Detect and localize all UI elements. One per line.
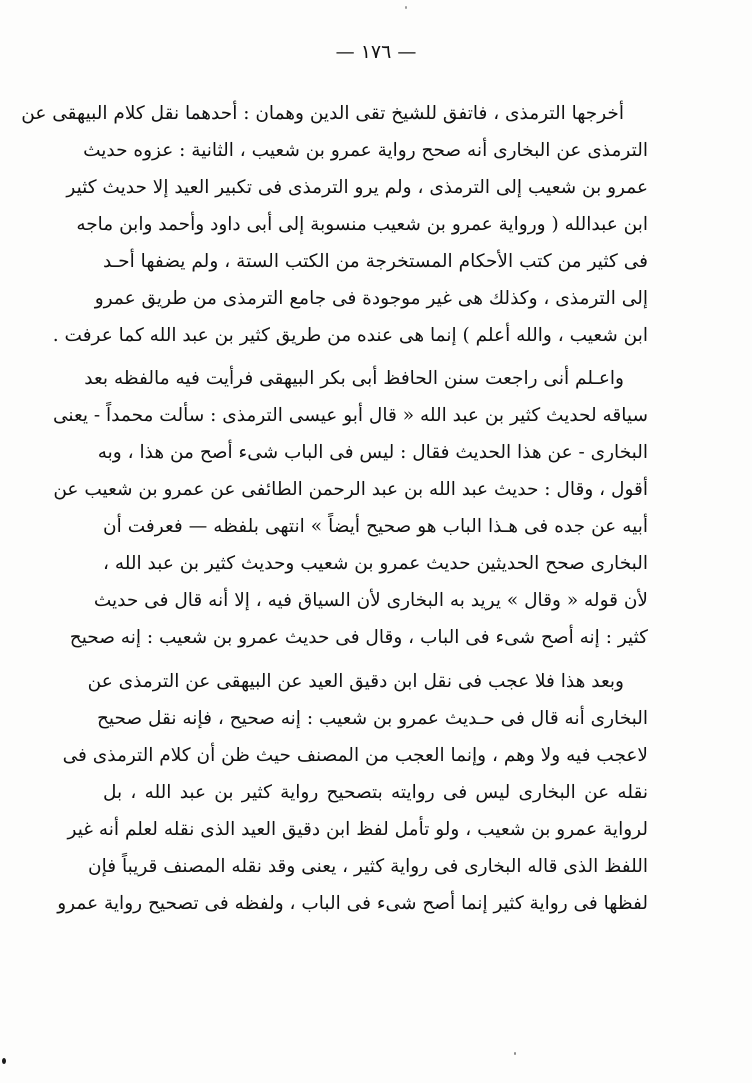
text-line: نقله عن البخارى ليس فى روايته بتصحيح رواية كثير بن عبد الله ، بل bbox=[103, 782, 648, 803]
text-line: واعـلم أنى راجعت سنن الحافظ أبى بكر البيهقى فرأيت فيه مالفظه بعد bbox=[84, 368, 624, 389]
text-line: سياقه لحديث كثير بن عبد الله « قال أبو عيسى الترمذى : سألت محمداً - يعنى bbox=[52, 405, 648, 426]
text-line: اللفظ الذى قاله البخارى فى رواية كثير ، يعنى وقد نقله المصنف قريباً فإن bbox=[88, 856, 648, 877]
text-line: كثير : إنه أصح شىء فى الباب ، وقال فى حديث عمرو بن شعيب : إنه صحيح bbox=[69, 627, 648, 648]
page-number: — ١٧٦ — bbox=[335, 41, 417, 63]
text-line: وبعد هذا فلا عجب فى نقل ابن دقيق العيد عن البيهقى عن الترمذى عن bbox=[87, 671, 624, 692]
scan-speck bbox=[514, 1052, 516, 1055]
text-line: الترمذى عن البخارى أنه صحح رواية عمرو بن شعيب ، الثانية : عزوه حديث bbox=[83, 140, 648, 161]
text-line: أبيه عن جده فى هـذا الباب هو صحيح أيضاً » انتهى بلفظه — فعرفت أن bbox=[103, 516, 648, 537]
text-line: ابن عبدالله ( ورواية عمرو بن شعيب منسوبة إلى أبى داود وأحمد وابن ماجه bbox=[76, 214, 648, 235]
text-line: أخرجها الترمذى ، فاتفق للشيخ تقى الدين وهمان : أحدهما نقل كلام البيهقى عن bbox=[21, 103, 624, 124]
text-line: ابن شعيب ، والله أعلم ) إنما هى عنده من طريق كثير بن عبد الله كما عرفت . bbox=[52, 325, 648, 346]
text-line: لرواية عمرو بن شعيب ، ولو تأمل لفظ ابن دقيق العيد الذى نقله لعلم أنه غير bbox=[67, 819, 648, 840]
text-line: البخارى صحح الحديثين حديث عمرو بن شعيب وحديث كثير بن عبد الله ، bbox=[102, 553, 648, 574]
text-line: لأن قوله « وقال » يريد به البخارى لأن السياق فيه ، إلا أنه قال فى حديث bbox=[93, 590, 648, 611]
text-line: البخارى أنه قال فى حـديث عمرو بن شعيب : إنه صحيح ، فإنه نقل صحيح bbox=[96, 708, 648, 729]
text-line: لفظها فى رواية كثير إنما أصح شىء فى الباب ، ولفظه فى تصحيح رواية عمرو bbox=[57, 893, 648, 914]
text-line: البخارى - عن هذا الحديث فقال : ليس فى الباب شىء أصح من هذا ، وبه bbox=[97, 442, 648, 463]
text-line: إلى الترمذى ، وكذلك هى غير موجودة فى جامع الترمذى من طريق عمرو bbox=[94, 288, 648, 309]
text-line: أقول ، وقال : حديث عبد الله بن عبد الرحمن الطائفى عن عمرو بن شعيب عن bbox=[53, 479, 648, 500]
text-line: فى كثير من كتب الأحكام المستخرجة من الكتب الستة ، ولم يضفها أحـد bbox=[103, 251, 648, 272]
scan-speck bbox=[405, 6, 407, 9]
scan-speck bbox=[2, 1058, 6, 1064]
text-line: عمرو بن شعيب إلى الترمذى ، ولم يرو الترمذى فى تكبير العيد إلا حديث كثير bbox=[66, 177, 648, 198]
text-line: لاعجب فيه ولا وهم ، وإنما العجب من المصنف حيث ظن أن كلام الترمذى فى bbox=[62, 745, 648, 766]
